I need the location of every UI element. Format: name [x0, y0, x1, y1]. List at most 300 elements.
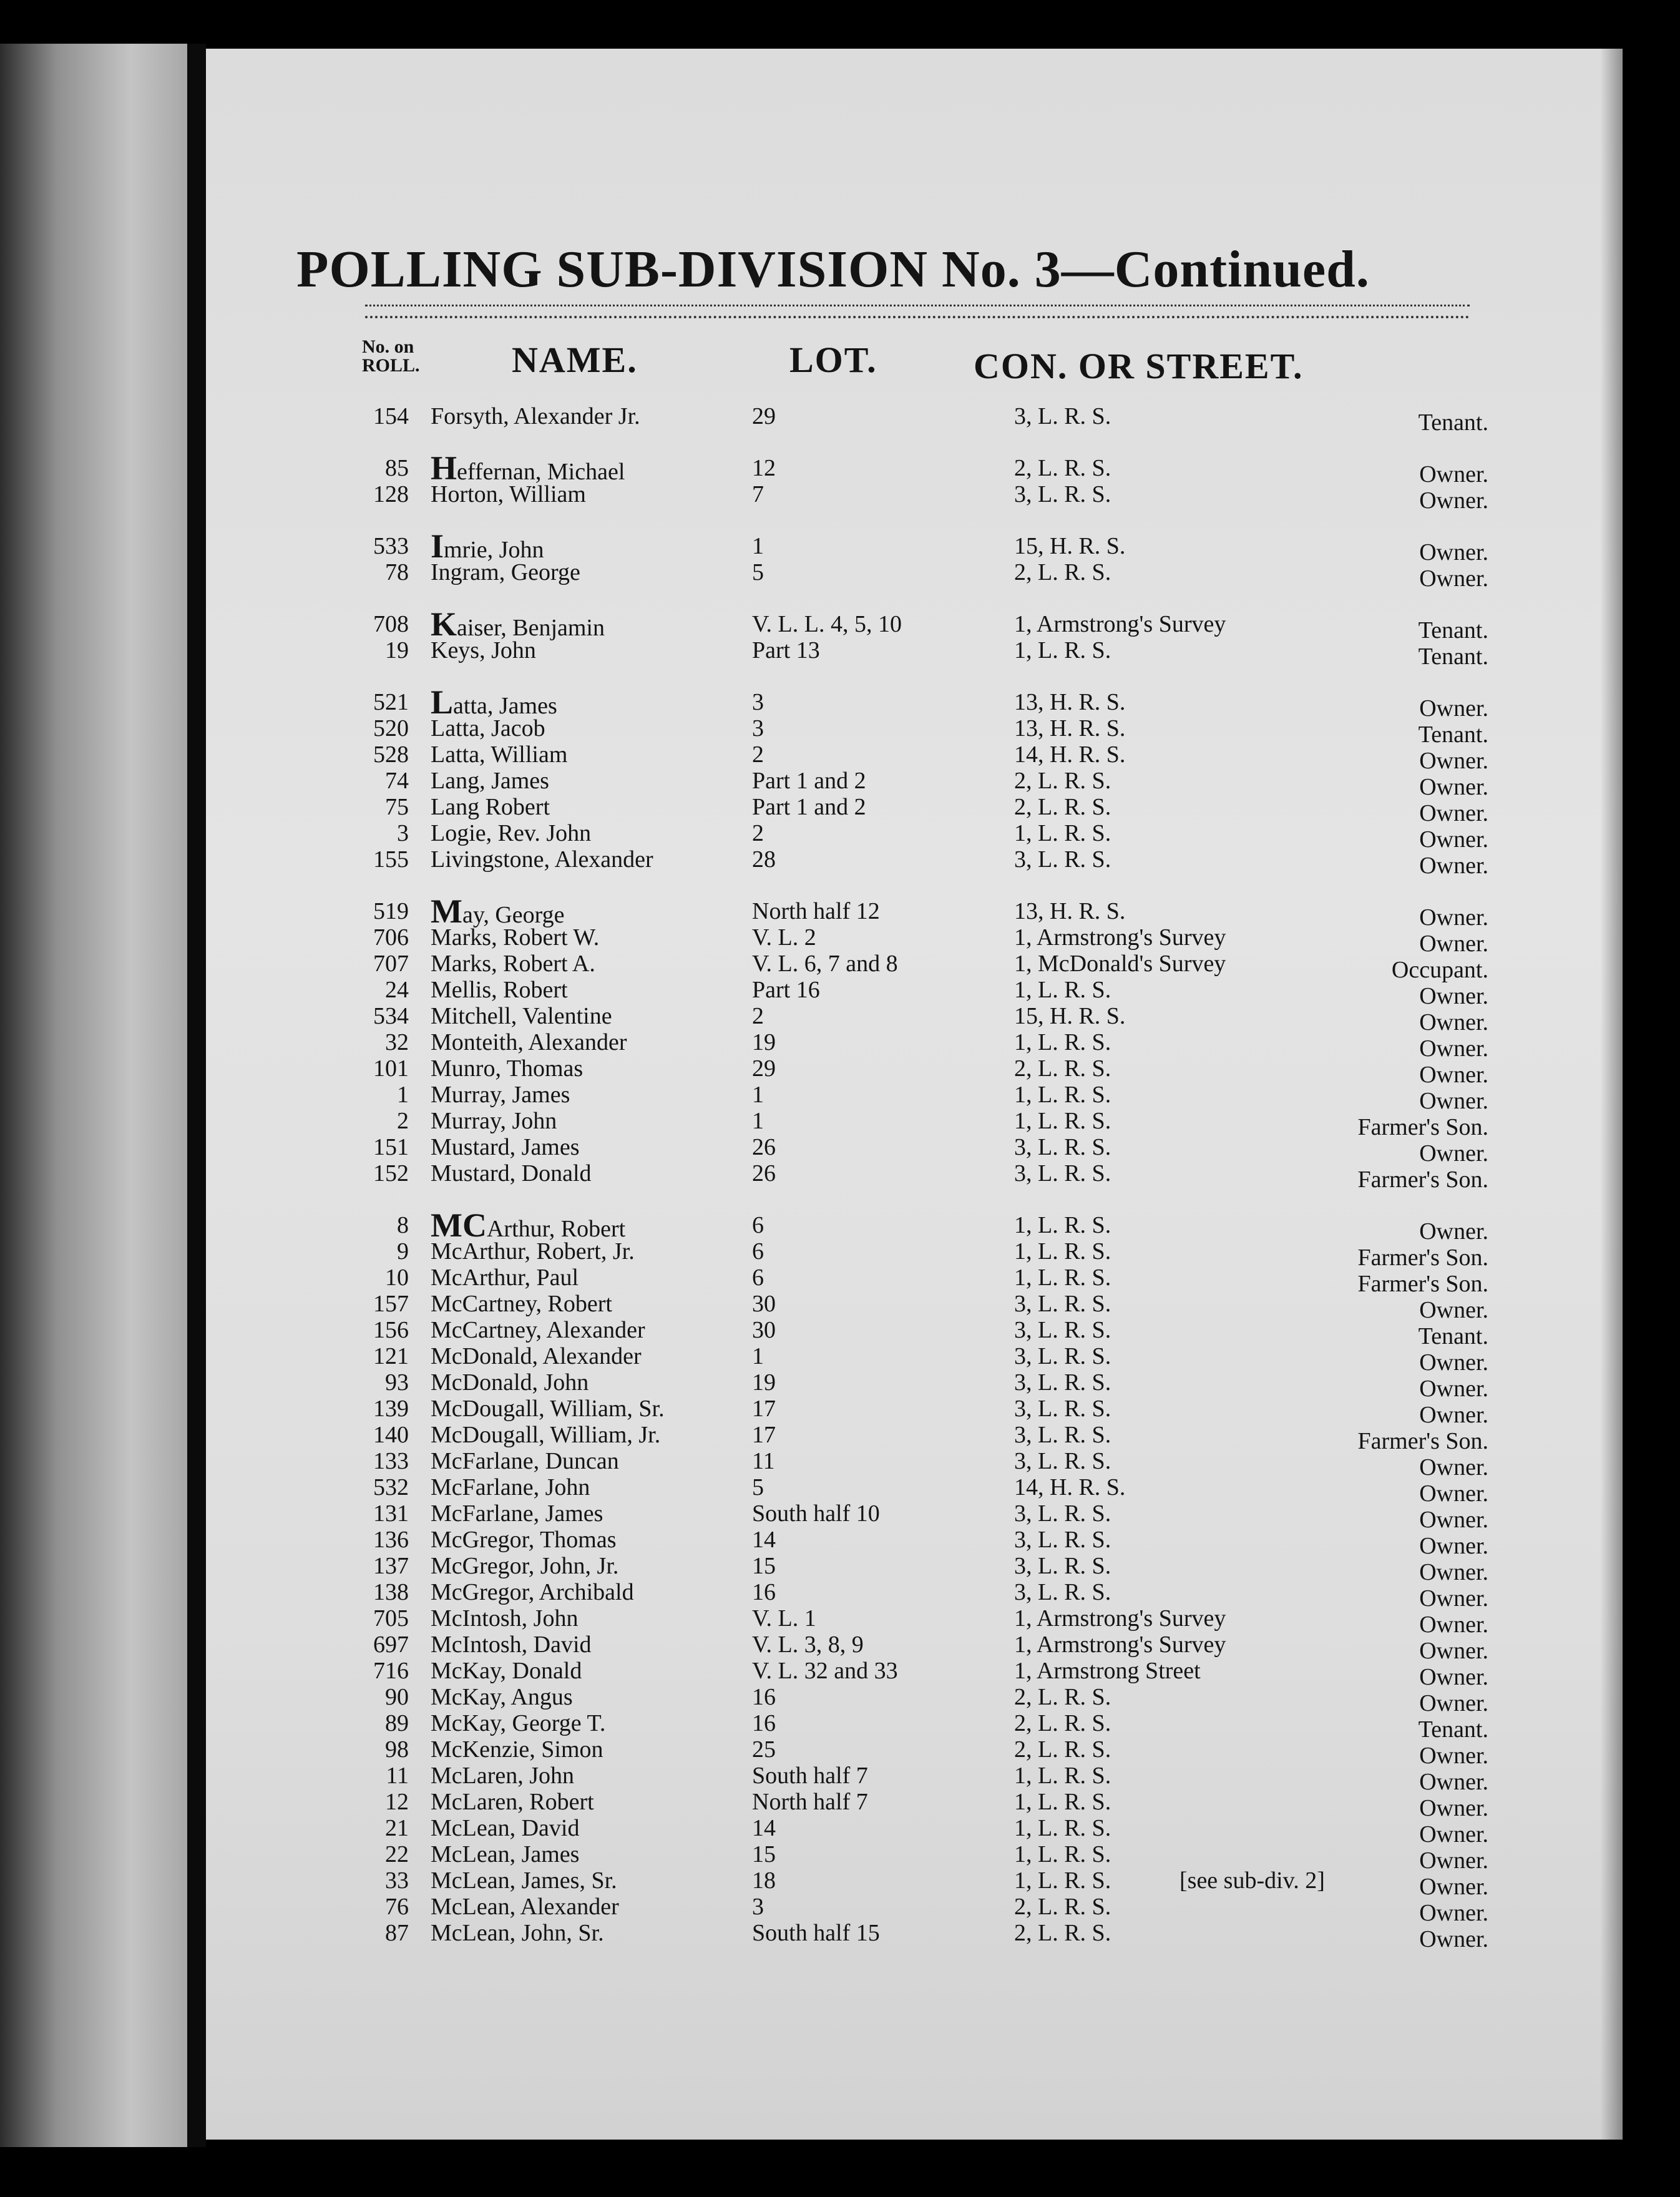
roll-number: 133: [373, 1448, 409, 1474]
con-or-street: 3, L. R. S.: [1014, 1317, 1111, 1343]
status: Owner.: [1419, 1900, 1488, 1926]
lot: 19: [752, 1369, 776, 1396]
voter-name-text: Keys, John: [431, 637, 536, 663]
con-or-street: 1, L. R. S.: [1014, 637, 1111, 663]
status: Owner.: [1419, 1795, 1488, 1821]
group-initial: I: [431, 527, 444, 565]
con-or-street: 14, H. R. S.: [1014, 1474, 1126, 1500]
lot: 18: [752, 1867, 776, 1894]
status: Owner.: [1419, 1874, 1488, 1900]
table-row: [206, 1841, 1623, 1874]
voter-name: [431, 1500, 603, 1527]
con-or-street: 3, L. R. S.: [1014, 1448, 1111, 1474]
con-or-street: 3, L. R. S.: [1014, 1500, 1111, 1527]
lot: 2: [752, 741, 764, 768]
lot: 12: [752, 455, 776, 481]
voter-name: [431, 559, 580, 585]
con-or-street: 3, L. R. S.: [1014, 1553, 1111, 1579]
roll-number: 157: [373, 1291, 409, 1317]
lot: 25: [752, 1736, 776, 1763]
lot: 1: [752, 1343, 764, 1369]
roll-number: 716: [373, 1658, 409, 1684]
lot: 1: [752, 1108, 764, 1134]
con-or-street: 2, L. R. S.: [1014, 1920, 1111, 1946]
lot: 7: [752, 481, 764, 507]
roll-number: 137: [373, 1553, 409, 1579]
roll-number: 156: [373, 1317, 409, 1343]
status: Tenant.: [1418, 643, 1488, 670]
voter-name: [431, 893, 565, 930]
lot: 16: [752, 1710, 776, 1736]
lot: 3: [752, 715, 764, 741]
con-or-street: 3, L. R. S.: [1014, 1396, 1111, 1422]
con-or-street: 1, Armstrong's Survey: [1014, 611, 1226, 637]
status: Owner.: [1419, 853, 1488, 879]
status: Farmer's Son.: [1357, 1271, 1488, 1297]
status: Owner.: [1419, 1218, 1488, 1245]
table-row: [206, 1396, 1623, 1428]
con-or-street: 2, L. R. S.: [1014, 794, 1111, 820]
con-or-street: 2, L. R. S.: [1014, 455, 1111, 481]
table-row: [206, 1789, 1623, 1821]
voter-name-text: McCartney, Alexander: [431, 1317, 645, 1343]
voter-name-text: McKay, Angus: [431, 1684, 573, 1710]
lot: 11: [752, 1448, 775, 1474]
roll-number: 74: [385, 768, 409, 794]
roll-number: 85: [385, 455, 409, 481]
lot: Part 1 and 2: [752, 768, 866, 794]
roll-number: 3: [397, 820, 409, 846]
voter-name: [431, 1605, 578, 1632]
voter-name-text: Murray, James: [431, 1082, 570, 1108]
table-row: [206, 1291, 1623, 1323]
status: Tenant.: [1418, 617, 1488, 643]
voter-name-text: Mustard, Donald: [431, 1160, 592, 1187]
con-or-street: 1, McDonald's Survey: [1014, 951, 1226, 977]
voter-name-text: effernan, Michael: [457, 459, 625, 485]
status: Owner.: [1419, 748, 1488, 774]
con-or-street: 3, L. R. S.: [1014, 481, 1111, 507]
con-or-street: 1, Armstrong's Survey: [1014, 924, 1226, 951]
voter-name: [431, 1029, 627, 1055]
voter-name: [431, 1867, 617, 1894]
lot: 2: [752, 820, 764, 846]
con-or-street: 3, L. R. S.: [1014, 846, 1111, 873]
roll-number: 121: [373, 1343, 409, 1369]
status: Owner.: [1419, 774, 1488, 800]
voter-name-text: McCartney, Robert: [431, 1291, 612, 1317]
table-row: [206, 1658, 1623, 1690]
group-initial: M: [431, 893, 462, 930]
table-row: [206, 1763, 1623, 1795]
voter-name-text: McKenzie, Simon: [431, 1736, 603, 1763]
page-title: POLLING SUB-DIVISION No. 3—Continued.: [296, 240, 1370, 298]
con-or-street: 15, H. R. S.: [1014, 1003, 1126, 1029]
table-row: [206, 1422, 1623, 1454]
roll-number: 139: [373, 1396, 409, 1422]
table-row: [206, 637, 1623, 670]
status: Farmer's Son.: [1357, 1114, 1488, 1140]
voter-name: [431, 1206, 626, 1244]
table-row: [206, 1003, 1623, 1035]
table-row: [206, 1082, 1623, 1114]
voter-name-text: Ingram, George: [431, 559, 580, 585]
voter-name-text: Latta, Jacob: [431, 715, 545, 741]
lot: V. L. 2: [752, 924, 816, 951]
roll-number: 33: [385, 1867, 409, 1894]
group-initial: MC: [431, 1206, 487, 1244]
voter-list: [206, 49, 1623, 2140]
voter-name-text: McDonald, John: [431, 1369, 589, 1396]
voter-name-text: aiser, Benjamin: [457, 615, 605, 641]
status: Owner.: [1419, 1480, 1488, 1507]
lot: 16: [752, 1684, 776, 1710]
con-or-street: 13, H. R. S.: [1014, 715, 1126, 741]
table-row: [206, 481, 1623, 514]
voter-name-text: McArthur, Paul: [431, 1265, 579, 1291]
voter-name: [431, 1920, 604, 1946]
roll-number: 154: [373, 403, 409, 429]
roll-number: 138: [373, 1579, 409, 1605]
table-row: [206, 1920, 1623, 1952]
con-or-street: 1, Armstrong's Survey: [1014, 1605, 1226, 1632]
lot: South half 10: [752, 1500, 880, 1527]
table-row: [206, 1134, 1623, 1167]
voter-name-text: Forsyth, Alexander Jr.: [431, 403, 640, 429]
table-row: [206, 1474, 1623, 1507]
table-row: [206, 977, 1623, 1009]
lot: North half 7: [752, 1789, 868, 1815]
voter-name-text: Marks, Robert A.: [431, 951, 595, 977]
lot: 5: [752, 559, 764, 585]
group-initial: K: [431, 605, 457, 643]
lot: 3: [752, 689, 764, 715]
status: Owner.: [1419, 1585, 1488, 1612]
lot: 14: [752, 1527, 776, 1553]
con-or-street: 2, L. R. S.: [1014, 1684, 1111, 1710]
table-row: [206, 683, 1623, 722]
voter-name-text: McGregor, Archibald: [431, 1579, 634, 1605]
lot: V. L. L. 4, 5, 10: [752, 611, 902, 637]
voter-name: [431, 924, 599, 951]
lot: V. L. 3, 8, 9: [752, 1632, 864, 1658]
voter-name: [431, 1658, 582, 1684]
lot: 5: [752, 1474, 764, 1500]
voter-name-text: McLean, Alexander: [431, 1894, 619, 1920]
con-or-street: 2, L. R. S.: [1014, 1894, 1111, 1920]
roll-number: 76: [385, 1894, 409, 1920]
lot: Part 13: [752, 637, 820, 663]
con-or-street: 3, L. R. S.: [1014, 1369, 1111, 1396]
con-or-street: 2, L. R. S.: [1014, 768, 1111, 794]
con-or-street: 1, L. R. S.: [1014, 1108, 1111, 1134]
status: Tenant.: [1418, 1323, 1488, 1349]
con-or-street: 1, L. R. S.: [1014, 1212, 1111, 1238]
roll-number: 101: [373, 1055, 409, 1082]
roll-number: 706: [373, 924, 409, 951]
con-or-street: 3, L. R. S.: [1014, 1134, 1111, 1160]
roll-number: 705: [373, 1605, 409, 1632]
table-row: [206, 1632, 1623, 1664]
voter-name: [431, 605, 605, 643]
con-or-street: 3, L. R. S.: [1014, 1579, 1111, 1605]
lot: 6: [752, 1265, 764, 1291]
status: Owner.: [1419, 1664, 1488, 1690]
voter-name-text: McKay, Donald: [431, 1658, 582, 1684]
voter-name: [431, 1265, 579, 1291]
lot: 26: [752, 1134, 776, 1160]
con-or-street: 3, L. R. S.: [1014, 403, 1111, 429]
con-or-street: 1, L. R. S.: [1014, 1867, 1111, 1894]
roll-number: 19: [385, 637, 409, 663]
con-or-street: 1, Armstrong's Survey: [1014, 1632, 1226, 1658]
voter-name: [431, 403, 640, 429]
con-or-street: 1, L. R. S.: [1014, 1841, 1111, 1867]
status: Owner.: [1419, 1009, 1488, 1035]
voter-name: [431, 977, 568, 1003]
roll-number: 534: [373, 1003, 409, 1029]
lot: 28: [752, 846, 776, 873]
voter-name-text: Arthur, Robert: [486, 1216, 626, 1242]
lot: 2: [752, 1003, 764, 1029]
group-initial: L: [431, 683, 454, 721]
roll-number: 528: [373, 741, 409, 768]
header-lot: LOT.: [789, 340, 877, 380]
status: Owner.: [1419, 539, 1488, 565]
lot: 30: [752, 1317, 776, 1343]
voter-name: [431, 768, 549, 794]
voter-name: [431, 1736, 603, 1763]
roll-number: 1: [397, 1082, 409, 1108]
status: Owner.: [1419, 565, 1488, 592]
status: Owner.: [1419, 1743, 1488, 1769]
voter-name-text: McLean, James, Sr.: [431, 1867, 617, 1894]
voter-name: [431, 1055, 583, 1082]
roll-number: 2: [397, 1108, 409, 1134]
status: Owner.: [1419, 904, 1488, 931]
table-row: [206, 1206, 1623, 1245]
voter-name: [431, 741, 567, 768]
lot: 19: [752, 1029, 776, 1055]
status: Owner.: [1419, 931, 1488, 957]
table-row: [206, 1317, 1623, 1349]
con-or-street: 14, H. R. S.: [1014, 741, 1126, 768]
roll-number: 98: [385, 1736, 409, 1763]
status: Owner.: [1419, 1140, 1488, 1167]
roll-number: 78: [385, 559, 409, 585]
con-or-street: 3, L. R. S.: [1014, 1343, 1111, 1369]
facing-page-edge: [0, 44, 187, 2147]
roll-number: 89: [385, 1710, 409, 1736]
status: Farmer's Son.: [1357, 1245, 1488, 1271]
status: Tenant.: [1418, 1716, 1488, 1743]
voter-name: [431, 1684, 573, 1710]
roll-number: 521: [373, 689, 409, 715]
table-row: [206, 1500, 1623, 1533]
status: Owner.: [1419, 1690, 1488, 1716]
con-or-street: 1, L. R. S.: [1014, 1789, 1111, 1815]
voter-name: [431, 527, 544, 565]
roll-number: 93: [385, 1369, 409, 1396]
voter-name: [431, 449, 625, 487]
voter-name: [431, 1710, 605, 1736]
header-con-or-street: CON. OR STREET.: [974, 346, 1304, 386]
con-or-street: 1, L. R. S.: [1014, 1815, 1111, 1841]
lot: 29: [752, 1055, 776, 1082]
status: Owner.: [1419, 461, 1488, 487]
lot: V. L. 32 and 33: [752, 1658, 898, 1684]
con-or-street: 1, L. R. S.: [1014, 1082, 1111, 1108]
voter-name-text: Marks, Robert W.: [431, 924, 600, 951]
status: Owner.: [1419, 800, 1488, 826]
header-no-on-roll: No. on ROLL.: [362, 336, 420, 376]
voter-name: [431, 1134, 580, 1160]
voter-name: [431, 637, 536, 663]
voter-name: [431, 1343, 642, 1369]
table-row: [206, 1527, 1623, 1559]
lot: 3: [752, 1894, 764, 1920]
lot: 15: [752, 1841, 776, 1867]
status: Owner.: [1419, 1638, 1488, 1664]
con-or-street: 3, L. R. S.: [1014, 1291, 1111, 1317]
status: Owner.: [1419, 1821, 1488, 1847]
voter-name: [431, 1396, 665, 1422]
roll-number: 24: [385, 977, 409, 1003]
table-row: [206, 1369, 1623, 1402]
voter-name-text: McGregor, John, Jr.: [431, 1553, 619, 1579]
voter-name: [431, 715, 545, 741]
con-or-street: 13, H. R. S.: [1014, 898, 1126, 924]
con-or-street: 3, L. R. S.: [1014, 1527, 1111, 1553]
voter-name: [431, 1160, 592, 1187]
voter-name-text: Mitchell, Valentine: [431, 1003, 612, 1029]
table-row: [206, 715, 1623, 748]
status: Owner.: [1419, 1769, 1488, 1795]
status: Owner.: [1419, 1926, 1488, 1952]
voter-name: [431, 1238, 635, 1265]
table-row: [206, 1710, 1623, 1743]
roll-number: 708: [373, 611, 409, 637]
status: Owner.: [1419, 1533, 1488, 1559]
roll-number: 151: [373, 1134, 409, 1160]
lot: V. L. 1: [752, 1605, 816, 1632]
voter-name-text: McIntosh, John: [431, 1605, 579, 1632]
voter-name-text: Mustard, James: [431, 1134, 580, 1160]
con-or-street: 1, Armstrong Street: [1014, 1658, 1201, 1684]
roll-number: 87: [385, 1920, 409, 1946]
table-row: [206, 1736, 1623, 1769]
roll-number: 90: [385, 1684, 409, 1710]
table-row: [206, 1553, 1623, 1585]
voter-name-text: McLaren, John: [431, 1763, 575, 1789]
status: Owner.: [1419, 1612, 1488, 1638]
roll-number: 136: [373, 1527, 409, 1553]
lot: North half 12: [752, 898, 880, 924]
table-row: [206, 403, 1623, 436]
voter-name: [431, 1815, 579, 1841]
table-row: [206, 820, 1623, 853]
con-or-street: 15, H. R. S.: [1014, 533, 1126, 559]
voter-name-text: mrie, John: [444, 537, 544, 563]
status: Owner.: [1419, 1035, 1488, 1062]
lot: South half 15: [752, 1920, 880, 1946]
voter-name: [431, 1422, 660, 1448]
voter-name-text: Lang, James: [431, 768, 549, 794]
lot: V. L. 6, 7 and 8: [752, 951, 898, 977]
lot: Part 16: [752, 977, 820, 1003]
voter-name-text: Munro, Thomas: [431, 1055, 584, 1082]
voter-name-text: McLean, James: [431, 1841, 580, 1867]
table-row: [206, 559, 1623, 592]
table-row: [206, 1265, 1623, 1297]
roll-number: 697: [373, 1632, 409, 1658]
status: Owner.: [1419, 1088, 1488, 1114]
voter-name: [431, 1082, 570, 1108]
table-row: [206, 449, 1623, 487]
table-row: [206, 1160, 1623, 1193]
con-or-street: 2, L. R. S.: [1014, 559, 1111, 585]
voter-name: [431, 794, 550, 820]
con-or-street: 3, L. R. S.: [1014, 1422, 1111, 1448]
document-page: [206, 49, 1623, 2140]
status: Owner.: [1419, 1349, 1488, 1376]
con-or-street: 2, L. R. S.: [1014, 1055, 1111, 1082]
roll-number: 140: [373, 1422, 409, 1448]
status: Owner.: [1419, 1297, 1488, 1323]
voter-name: [431, 951, 595, 977]
lot: 6: [752, 1238, 764, 1265]
status: Owner.: [1419, 983, 1488, 1009]
con-or-street: 1, L. R. S.: [1014, 820, 1111, 846]
voter-name-text: McLean, David: [431, 1815, 580, 1841]
voter-name-text: McKay, George T.: [431, 1710, 606, 1736]
table-row: [206, 1684, 1623, 1716]
table-row: [206, 527, 1623, 565]
roll-number: 128: [373, 481, 409, 507]
table-row: [206, 1238, 1623, 1271]
voter-name: [431, 1317, 645, 1343]
voter-name: [431, 1003, 612, 1029]
roll-number: 32: [385, 1029, 409, 1055]
table-row: [206, 1605, 1623, 1638]
status: Farmer's Son.: [1357, 1167, 1488, 1193]
table-row: [206, 1448, 1623, 1480]
lot: 15: [752, 1553, 776, 1579]
roll-number: 155: [373, 846, 409, 873]
voter-name: [431, 1369, 588, 1396]
table-row: [206, 1579, 1623, 1612]
voter-name: [431, 846, 653, 873]
lot: 16: [752, 1579, 776, 1605]
roll-number: 10: [385, 1265, 409, 1291]
voter-name: [431, 1108, 557, 1134]
status: Owner.: [1419, 1507, 1488, 1533]
con-or-street: 1, L. R. S.: [1014, 1763, 1111, 1789]
status: Owner.: [1419, 1376, 1488, 1402]
voter-name-text: Latta, William: [431, 741, 568, 768]
voter-name: [431, 1527, 617, 1553]
status: Owner.: [1419, 1847, 1488, 1874]
voter-name-text: McDonald, Alexander: [431, 1343, 642, 1369]
voter-name-text: Mellis, Robert: [431, 977, 568, 1003]
con-or-street: 1, L. R. S.: [1014, 977, 1111, 1003]
roll-number: 22: [385, 1841, 409, 1867]
table-row: [206, 1055, 1623, 1088]
cross-reference-note: [see sub-div. 2]: [1179, 1867, 1325, 1894]
table-row: [206, 1867, 1623, 1900]
roll-number: 11: [386, 1763, 409, 1789]
con-or-street: 13, H. R. S.: [1014, 689, 1126, 715]
